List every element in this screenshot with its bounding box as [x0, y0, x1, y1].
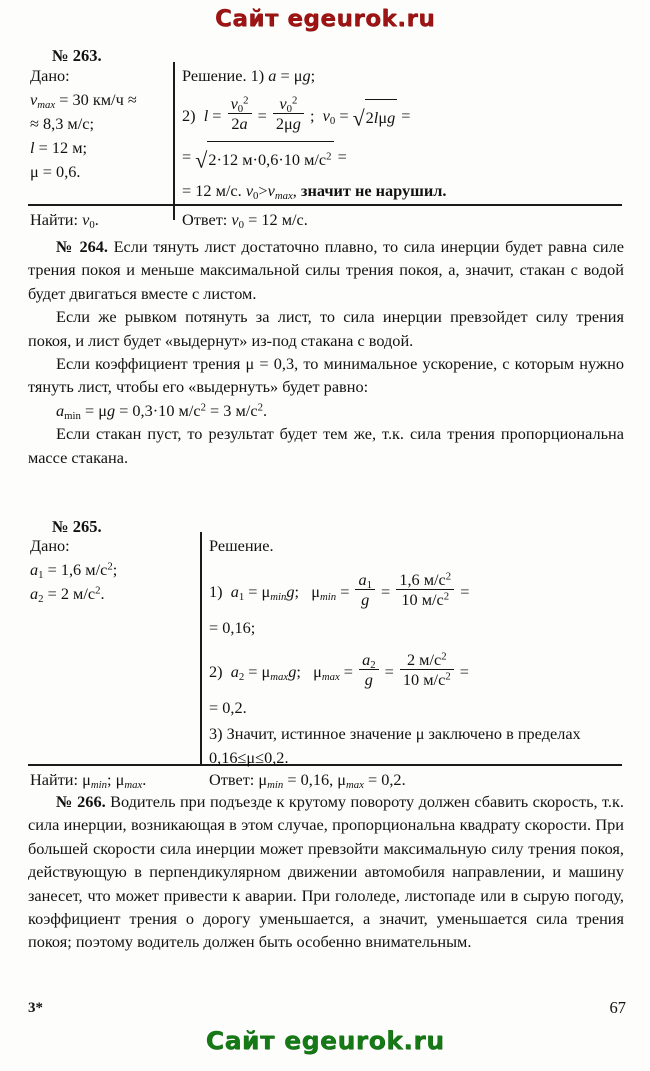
radical-2lmug: √2lμg [353, 99, 398, 136]
problem-263-solution-block [182, 64, 622, 203]
problem-264-number: № 264. [56, 237, 108, 256]
page-number: 67 [609, 998, 626, 1017]
given-item-3: μ = 0,6. [30, 162, 81, 181]
fraction-16-over-10: $\frac{1,6 м/с^2}{10 м/с^2}$ [396, 570, 454, 610]
problem-264 [28, 235, 624, 469]
problem-266-text: Водитель при подъезде к крутому повороту должен сбавить скорость, т.к. сила инерции, возникающая в этом случае, пропорциональна квадрату скорости. При большей скорости сила инерции может превзойти максимальную силу трения покоя, действующую в перпендикулярном движении автомобиля направлении, и машину занесет, что может привести к аварии. При гололеде, листопаде или в сырую погоду, коэффициент трения о дорогу уменьшается, а значит, уменьшается сила трения покоя; поэтому водитель должен быть особенно внимательным. [28, 792, 624, 952]
problem-263-find: Найти: $v_0$. [30, 210, 99, 231]
problem-264-para-2: Если же рывком потянуть за лист, то сила инерции превзойдет силу трения покоя, и лист будет «выдернут» из-под стакана с водой. [28, 307, 624, 350]
fraction-v0sq-over-2a: $\frac{v_0^2}{2a}$ [228, 94, 252, 134]
problem-263-answer: Ответ: $v_0 = 12$ м/с. [182, 210, 308, 231]
problem-265-find: Найти: $\mu_{min}$; $\mu_{max}$. [30, 770, 147, 791]
find-label: Найти: [30, 770, 79, 789]
answer-label: Ответ: [182, 210, 228, 229]
problem-265-solution-block [209, 534, 624, 770]
given-header: Дано: [30, 536, 70, 555]
fraction-a1-over-g: $\frac{a_1}{g}$ [355, 570, 375, 610]
fraction-a2-over-g: $\frac{a_2}{g}$ [359, 650, 379, 690]
table-263-horizontal-rule [28, 204, 622, 206]
fraction-2-over-10: $\frac{2 м/с^2}{10 м/с^2}$ [400, 650, 454, 690]
problem-264-para-4: Если стакан пуст, то результат будет тем же, т.к. сила трения пропорциональна массе стакана. [28, 424, 624, 467]
problem-264-para-1-text: Если тянуть лист достаточно плавно, то сила инерции будет равна силе трения покоя и меньше максимальной силы трения покоя, а, значит, стакан с водой будет двигаться вместе с листом. [28, 237, 624, 303]
solution-step-1: Решение. 1) a = μg; [182, 66, 316, 85]
watermark-bottom: Сайт egeurok.ru [205, 1026, 445, 1055]
solution-step-1: 1) $a_1 = \mu_{min}g$; $\mu_{min}$ = $\frac{a_1}{g}$ = $\frac{1,6 м/с^2}{10 м/с^2}$ = [209, 570, 470, 610]
solution-step-4: = 12 м/с. $v_0>v_{max}$, значит не нарушил. [182, 181, 447, 203]
solution-step-3: 3) Значит, истинное значение μ заключено в пределах 0,16≤μ≤0,2. [209, 724, 581, 768]
answer-label: Ответ: [209, 770, 255, 789]
problem-265-given-block [30, 534, 195, 606]
problem-264-para-3: Если коэффициент трения μ = 0,3, то минимальное ускорение, с которым нужно тянуть лист, чтобы его «выдернуть» будет равно: [28, 354, 624, 397]
problem-266-number: № 266. [56, 792, 106, 811]
solution-step-2-result: = 0,2. [209, 698, 247, 718]
footer-signature: 3* [28, 1000, 43, 1016]
solution-header: Решение. [182, 66, 247, 85]
problem-264-para-1 [28, 235, 624, 305]
solution-step-1-result: = 0,16; [209, 618, 256, 638]
solution-header: Решение. [209, 536, 274, 555]
problem-265-number: № 265. [52, 517, 102, 536]
problem-266-para [28, 790, 624, 954]
watermark-top: Сайт egeurok.ru [214, 6, 436, 32]
table-263-vertical-divider [173, 62, 175, 220]
given-header: Дано: [30, 66, 70, 85]
problem-263-number: № 263. [52, 46, 102, 65]
solution-step-2: 2) $a_2 = \mu_{max}g$; $\mu_{max}$ = $\frac{a_2}{g}$ = $\frac{2 м/с^2}{10 м/с^2}$ = [209, 650, 469, 690]
given-item-1: $a_2 = 2$ $м/с^2$. [30, 584, 105, 605]
fraction-v0sq-over-2mug: $\frac{v_0^2}{2\mu g}$ [273, 94, 304, 134]
problem-265-answer: Ответ: $\mu_{min} = 0,16$, $\mu_{max} = 0,2$. [209, 770, 406, 791]
solution-step-3: = √2·12 м·0,6·10 $м/с^2$ = [182, 140, 622, 177]
problem-264-formula: $a_{min} = \mu g = 0,3\cdot 10$ $м/с^2 = 3$ $м/с^2$. [56, 400, 268, 422]
problem-263-given-block [30, 64, 170, 184]
given-item-1: ≈ 8,3 м/с; [30, 114, 95, 133]
find-label: Найти: [30, 210, 79, 229]
table-265-vertical-divider [200, 532, 202, 764]
radical-numeric: √2·12 м·0,6·10 $м/с^2$ [195, 141, 333, 178]
problem-266 [28, 790, 624, 954]
given-item-0: $a_1 = 1,6$ $м/с^2$; [30, 560, 118, 581]
solution-step-2: 2) l = $\frac{v_0^2}{2a}$ = $\frac{v_0^2}{2\mu g}$ ; $v_0 = √2l\mu g$ = [182, 94, 622, 136]
given-item-0: $v_{max} = 30$ км/ч ≈ [30, 90, 137, 111]
given-item-2: l = 12 м; [30, 138, 88, 157]
